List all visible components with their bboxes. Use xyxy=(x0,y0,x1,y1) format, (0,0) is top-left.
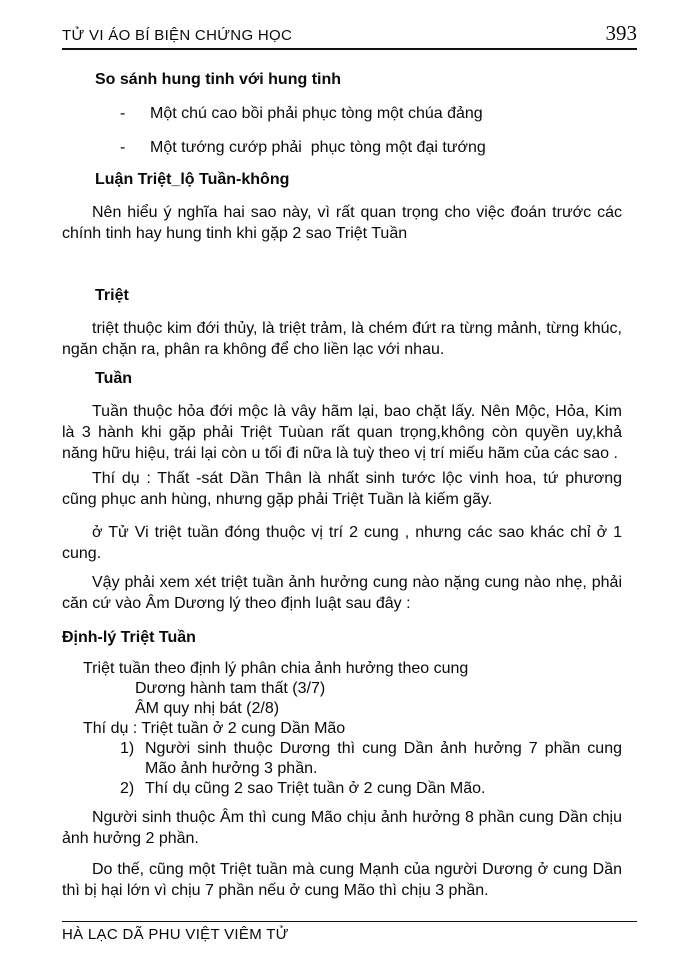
heading-luan-triet-tuan: Luận Triệt_lộ Tuần-không xyxy=(95,171,290,188)
list-item-text: Một tướng cướp phải phục tòng một đại tướng xyxy=(150,139,486,156)
rule-example-intro: Thí dụ : Triệt tuần ở 2 cung Dần Mão xyxy=(83,720,346,737)
page-footer xyxy=(62,921,637,943)
list-item xyxy=(120,103,622,124)
list-item xyxy=(120,137,622,158)
paragraph-triet: triệt thuộc kim đới thủy, là triệt trảm, là chém đứt ra từng mảnh, từng khúc, ngăn chặn ra, phân ra không để cho liền lạc với nhau. xyxy=(62,320,622,358)
paragraph-influence-rule: Vậy phải xem xét triệt tuần ảnh hưởng cung nào nặng cung nào nhẹ, phải căn cứ vào Âm Dương lý theo định luật sau đây : xyxy=(62,574,622,612)
heading-compare: So sánh hung tinh với hung tinh xyxy=(95,71,342,88)
heading-dinh-ly: Định-lý Triệt Tuần xyxy=(62,629,196,646)
numbered-item-text: Người sinh thuộc Dương thì cung Dần ảnh hưởng 7 phần cung Mão ảnh hưởng 3 phần. xyxy=(145,740,622,777)
paragraph-intro: Nên hiểu ý nghĩa hai sao này, vì rất quan trọng cho việc đoán trước các chính tinh hay hung tinh khi gặp 2 sao Triệt Tuần xyxy=(62,204,622,242)
running-title: TỬ VI ÁO BÍ BIỆN CHỨNG HỌC xyxy=(62,27,293,44)
footer-author-text: HÀ LẠC DÃ PHU VIỆT VIÊM TỬ xyxy=(62,926,289,943)
paragraph-tuan: Tuần thuộc hỏa đới mộc là vây hãm lại, bao chặt lấy. Nên Mộc, Hỏa, Kim là 3 hành khi gặp phải Triệt Tuùan rất quan trọng,không còn quyền uy,khả năng hữu hiệu, trái lại còn u tối đi nữa là tuỳ theo vị trí miếu hãm của các sao . xyxy=(62,403,622,462)
numbered-item xyxy=(120,739,622,779)
list-item-text: Một chú cao bồi phải phục tòng một chúa đảng xyxy=(150,105,483,122)
page-number: 393 xyxy=(605,21,637,45)
item-number: 1) xyxy=(120,740,135,757)
rule-list xyxy=(62,659,622,799)
dash-bullet: - xyxy=(120,105,126,122)
rule-duong: Dương hành tam thất (3/7) xyxy=(135,680,326,697)
dash-bullet: - xyxy=(120,139,126,156)
page-header xyxy=(62,21,637,50)
numbered-item xyxy=(120,779,622,799)
paragraph-am-influence: Người sinh thuộc Âm thì cung Mão chịu ảnh hưởng 8 phần cung Dần chịu ảnh hưởng 2 phần. xyxy=(62,809,622,847)
numbered-item-text: Thí dụ cũng 2 sao Triệt tuần ở 2 cung Dần Mão. xyxy=(145,780,486,797)
rule-intro: Triệt tuần theo định lý phân chia ảnh hưởng theo cung xyxy=(83,660,469,677)
paragraph-tuvi-position: ở Tử Vi triệt tuần đóng thuộc vị trí 2 cung , nhưng các sao khác chỉ ở 1 cung. xyxy=(62,524,622,562)
item-number: 2) xyxy=(120,780,135,797)
paragraph-conclusion: Do thế, cũng một Triệt tuần mà cung Mạnh của người Dương ở cung Dần thì bị hại lớn vì chịu 7 phần nếu ở cung Mão thì chịu 3 phần. xyxy=(62,861,622,899)
page-body xyxy=(62,69,622,901)
paragraph-tuan-example: Thí dụ : Thất -sát Dần Thân là nhất sinh tước lộc vinh hoa, tứ phương cũng phục anh hùng, nhưng gặp phải Triệt Tuần là kiếm gãy. xyxy=(62,470,622,508)
rule-am: ÂM quy nhị bát (2/8) xyxy=(135,700,280,717)
heading-tuan: Tuần xyxy=(95,370,133,387)
heading-triet: Triệt xyxy=(95,287,129,304)
